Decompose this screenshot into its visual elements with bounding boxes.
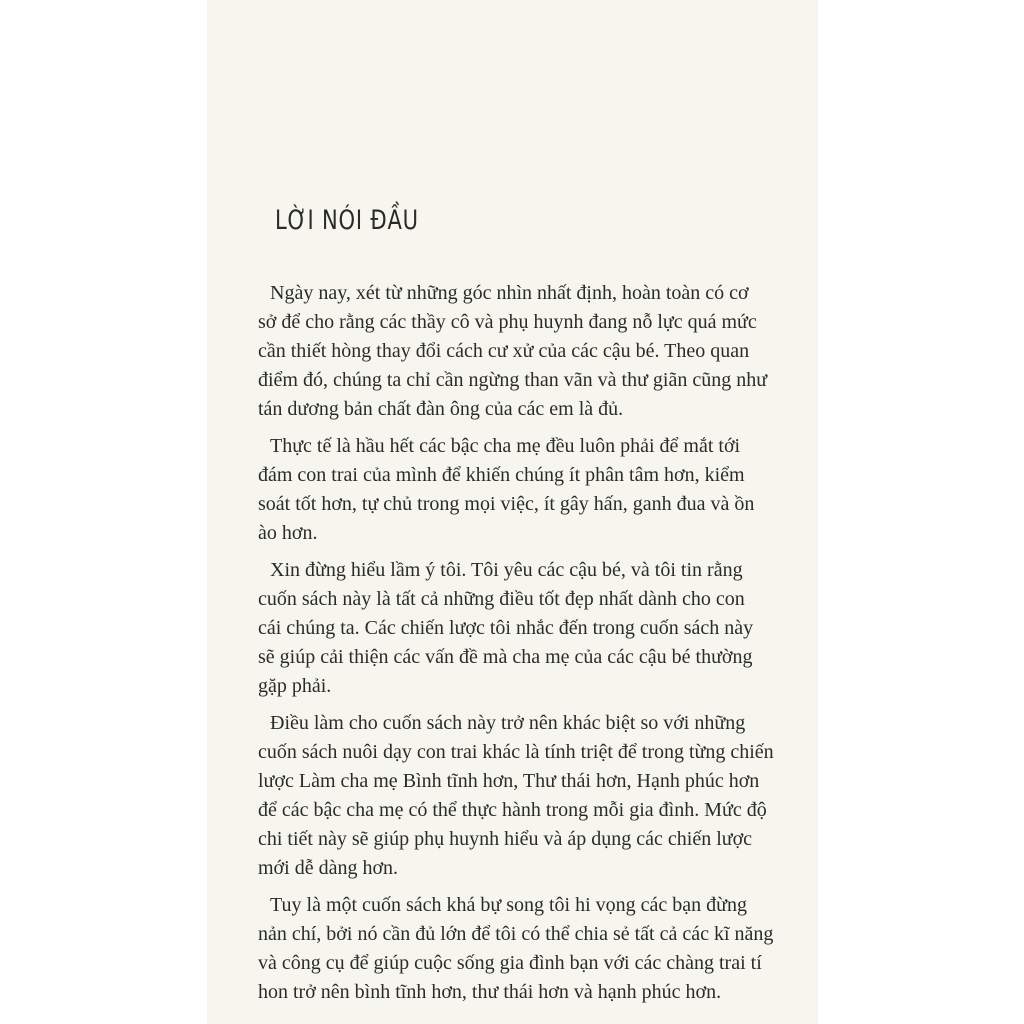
text-line: điểm đó, chúng ta chỉ cần ngừng than vãn và thư giãn cũng như bbox=[258, 369, 768, 391]
paragraph-2 bbox=[258, 432, 778, 548]
text-line: cuốn sách nuôi dạy con trai khác là tính triệt để trong từng chiến bbox=[258, 741, 774, 763]
paragraph-3 bbox=[258, 556, 778, 701]
text-line: ào hơn. bbox=[258, 522, 318, 544]
text-line: cần thiết hòng thay đổi cách cư xử của các cậu bé. Theo quan bbox=[258, 340, 750, 362]
text-line: gặp phải. bbox=[258, 675, 332, 697]
text-line: soát tốt hơn, tự chủ trong mọi việc, ít gây hấn, ganh đua và ồn bbox=[258, 493, 755, 515]
text-line: cuốn sách này là tất cả những điều tốt đẹp nhất dành cho con bbox=[258, 588, 745, 610]
text-line: sở để cho rằng các thầy cô và phụ huynh đang nỗ lực quá mức bbox=[258, 311, 757, 333]
text-line: Xin đừng hiểu lầm ý tôi. Tôi yêu các cậu bé, và tôi tin rằng bbox=[270, 559, 743, 581]
text-line: Điều làm cho cuốn sách này trở nên khác biệt so với những bbox=[270, 712, 746, 734]
text-line: đám con trai của mình để khiến chúng ít phân tâm hơn, kiểm bbox=[258, 464, 745, 486]
paragraph-4 bbox=[258, 709, 778, 883]
paragraph-1 bbox=[258, 279, 778, 424]
text-line: nản chí, bởi nó cần đủ lớn để tôi có thể chia sẻ tất cả các kĩ năng bbox=[258, 923, 774, 945]
text-line: sẽ giúp cải thiện các vấn đề mà cha mẹ của các cậu bé thường bbox=[258, 646, 753, 668]
paragraph-5 bbox=[258, 891, 778, 1007]
body-text bbox=[258, 279, 778, 1015]
text-line: tán dương bản chất đàn ông của các em là đủ. bbox=[258, 398, 624, 420]
text-line: Tuy là một cuốn sách khá bự song tôi hi vọng các bạn đừng bbox=[270, 894, 747, 916]
text-line: để các bậc cha mẹ có thể thực hành trong mỗi gia đình. Mức độ bbox=[258, 799, 767, 821]
text-line: lược Làm cha mẹ Bình tĩnh hơn, Thư thái hơn, Hạnh phúc hơn bbox=[258, 770, 760, 792]
text-line: mới dễ dàng hơn. bbox=[258, 857, 399, 879]
text-line: cái chúng ta. Các chiến lược tôi nhắc đến trong cuốn sách này bbox=[258, 617, 754, 639]
text-line: Ngày nay, xét từ những góc nhìn nhất định, hoàn toàn có cơ bbox=[270, 282, 749, 304]
text-line: chi tiết này sẽ giúp phụ huynh hiểu và áp dụng các chiến lược bbox=[258, 828, 753, 850]
page-heading: LỜI NÓI ĐẦU bbox=[275, 205, 419, 236]
text-line: hon trở nên bình tĩnh hơn, thư thái hơn và hạnh phúc hơn. bbox=[258, 981, 722, 1003]
text-line: và công cụ để giúp cuộc sống gia đình bạn với các chàng trai tí bbox=[258, 952, 762, 974]
text-line: Thực tế là hầu hết các bậc cha mẹ đều luôn phải để mắt tới bbox=[270, 435, 741, 457]
